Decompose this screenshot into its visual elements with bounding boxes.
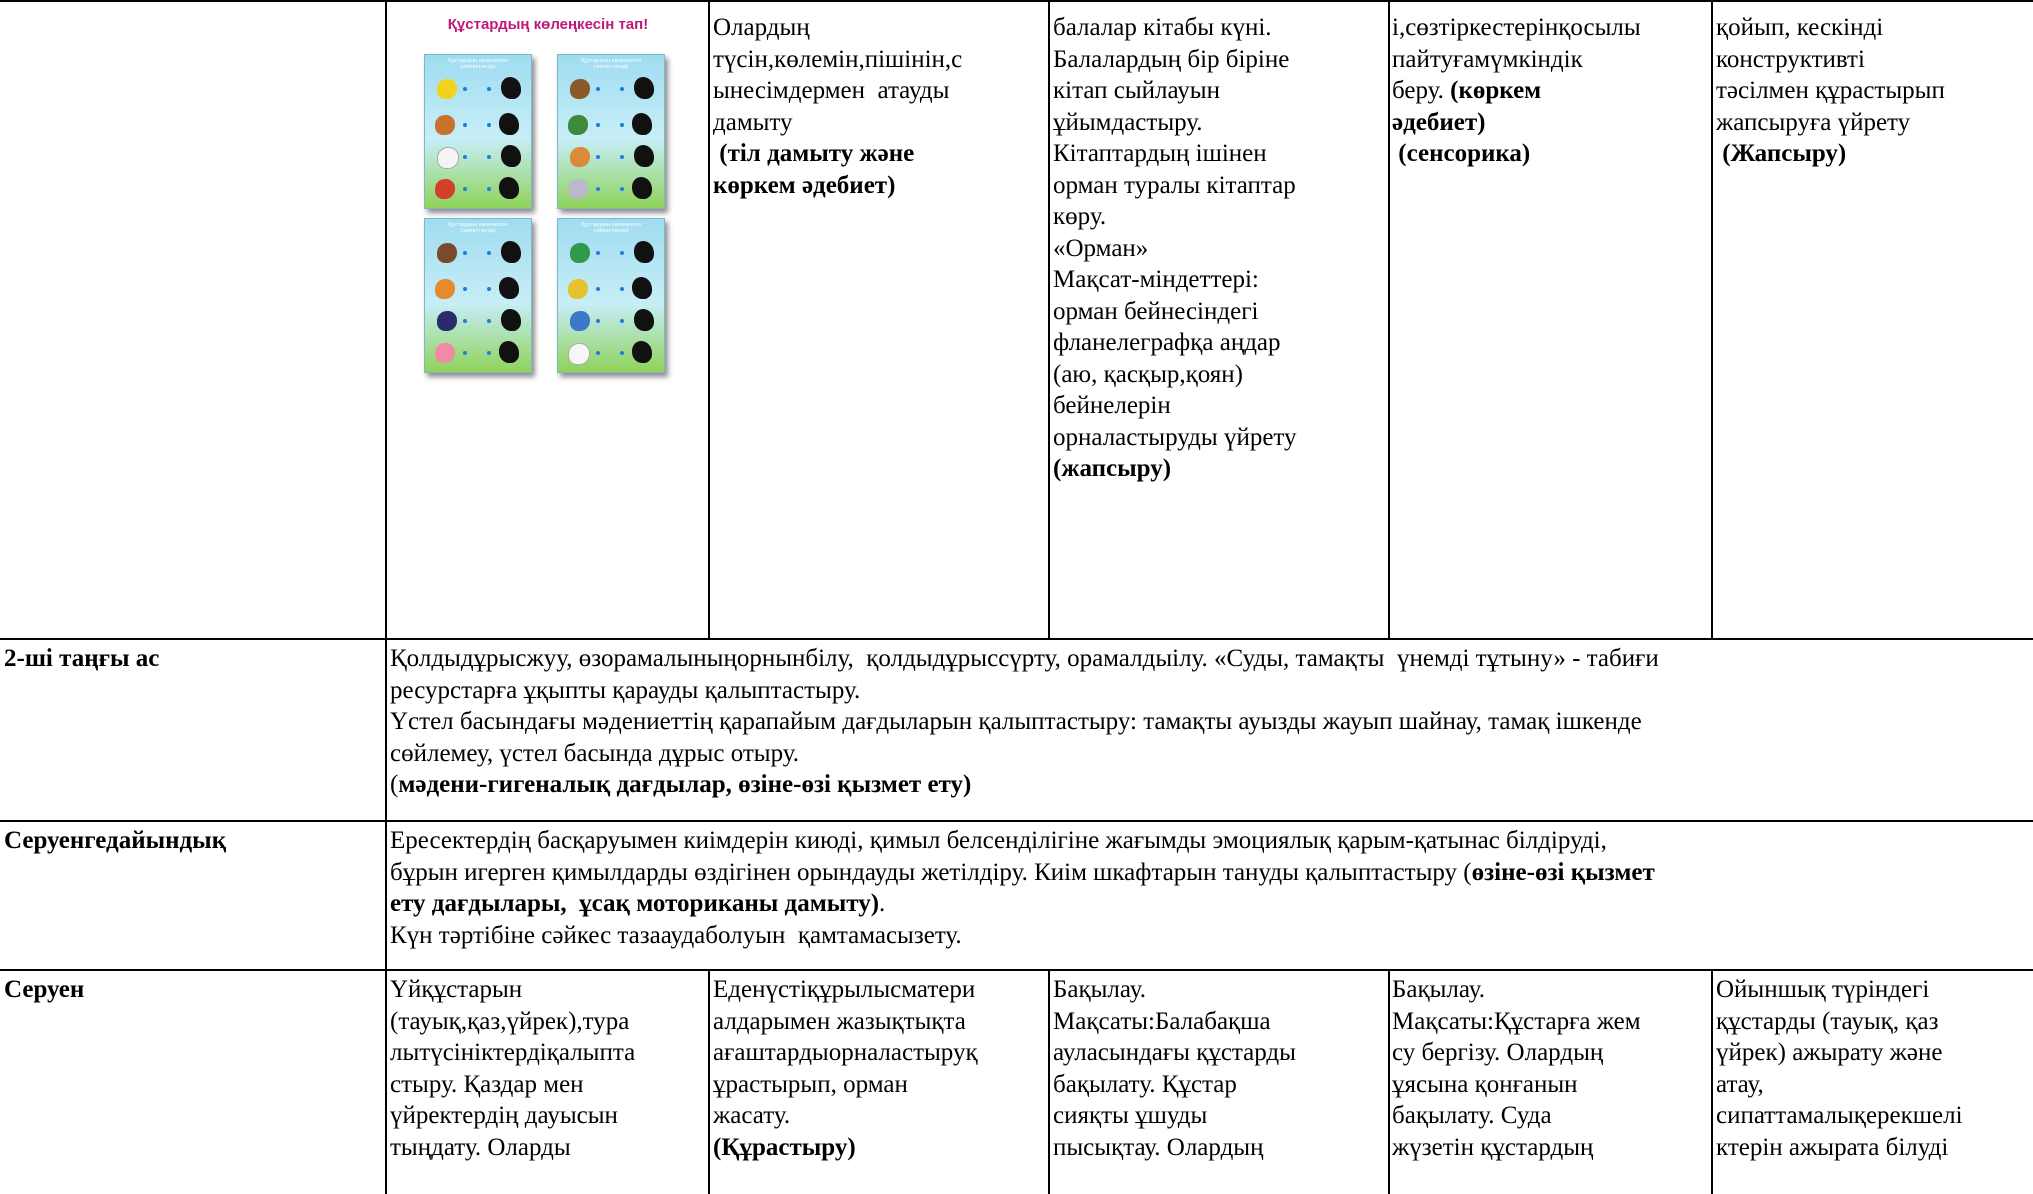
text-span: беру. (1392, 77, 1451, 104)
walk-prep-text (390, 825, 2033, 951)
table-top-border (0, 0, 2033, 2)
text-line: Үстел басындағы мәдениеттің қарапайым дағдыларын қалыптастыру: тамақты ауызды жауып шайнау, тамақ ішкенде (390, 708, 1642, 735)
text-line: пысықтау. Олардың (1053, 1133, 1264, 1161)
dot-icon (620, 319, 624, 323)
text-line: Олардың (713, 14, 810, 41)
text-line: Бақылау. (1392, 976, 1485, 1003)
text-line: тыңдату. Оларды (390, 1133, 571, 1161)
dot-icon (463, 87, 467, 91)
text-line: кітап сыйлауын (1053, 77, 1220, 104)
column-divider (1388, 969, 1390, 1194)
bird-icon (437, 79, 457, 99)
text-line: лытүсініктердіқалыпта (390, 1039, 636, 1066)
dot-icon (596, 319, 600, 323)
text-line: Қолдыдұрысжуу, өзорамалыныңорнынбілу, қолдыдұрыссүрту, орамалдыілу. «Суды, тамақты үнемді тұтыну» - табиғи (390, 645, 1659, 672)
shadow-icon (632, 341, 652, 363)
column-divider (385, 0, 387, 1194)
text-line: дамыту (713, 108, 793, 136)
text-line: ұйымдастыру. (1053, 108, 1203, 136)
text-line: (сенсорика) (1392, 140, 1531, 167)
text-line: (тіл дамыту және (713, 140, 915, 167)
column-divider (1388, 0, 1390, 640)
shadow-icon (632, 113, 652, 135)
dot-icon (596, 187, 600, 191)
text-line: Ересектердің басқаруымен киімдерін киюді, қимыл белсенділігіне жағымды эмоциялық қарым-қатынас білдіруді, (390, 827, 1607, 854)
picture-title: Құстардың көлеңкесін тап! (447, 16, 649, 33)
bird-shadow-picture (388, 16, 708, 378)
top-row-col5-text (1392, 12, 1708, 170)
bird-card (557, 54, 665, 209)
text-line (390, 888, 2033, 920)
text-line: алдарымен жазықтықта (713, 1007, 966, 1035)
top-row-col6-text (1716, 12, 2033, 170)
bird-icon (568, 115, 588, 135)
dot-icon (620, 351, 624, 355)
card-header: Құстардың көлеңкесін сәйкестендір (448, 58, 508, 70)
text-line: Мақсаты:Балабақша (1053, 1007, 1271, 1035)
text-line: үйрек) ажырату және (1716, 1039, 1943, 1066)
card-header: Құстардың көлеңкесін сәйкестендір (581, 58, 641, 70)
column-divider (708, 0, 710, 640)
breakfast2-text (390, 643, 2033, 801)
dot-icon (463, 187, 467, 191)
column-divider (1711, 969, 1713, 1194)
bird-icon (570, 147, 590, 167)
shadow-icon (501, 241, 521, 263)
text-line: Кітаптардың ішінен (1053, 140, 1267, 167)
bird-icon (570, 243, 590, 263)
text-line: бейнелерін (1053, 392, 1171, 419)
bird-icon (570, 311, 590, 331)
bird-card (424, 218, 532, 373)
text-line: ұясына қонғанын (1392, 1070, 1578, 1098)
text-line: ктерін ажырата білуді (1716, 1133, 1949, 1161)
text-line: Мақсаты:Құстарға жем (1392, 1007, 1641, 1035)
card-header: Құстардың көлеңкесін сәйкестендір (581, 222, 641, 234)
dot-icon (596, 155, 600, 159)
text-line: Балалардың бір біріне (1053, 45, 1290, 73)
dot-icon (487, 251, 491, 255)
dot-icon (487, 319, 491, 323)
dot-icon (463, 123, 467, 127)
text-line: сөйлемеу, үстел басында дұрыс отыру. (390, 739, 800, 767)
dot-icon (487, 351, 491, 355)
text-span: бұрын игерген қимылдарды өздігінен орындауды жетілдіру. Киім шкафтарын тануды қалыптастыру ( (390, 858, 1472, 886)
dot-icon (487, 87, 491, 91)
shadow-icon (632, 177, 652, 199)
dot-icon (620, 187, 624, 191)
text-line: (Жапсыру) (1716, 140, 1847, 167)
text-line: (тауық,қаз,үйрек),тура (390, 1007, 630, 1035)
dot-icon (620, 87, 624, 91)
bird-icon (568, 343, 590, 365)
text-line: Бақылау. (1053, 976, 1146, 1003)
text-line: ұрастырып, орман (713, 1070, 908, 1098)
walk-col5-text (1392, 974, 1710, 1163)
row-label-breakfast2: 2-ші таңғы ас (4, 645, 160, 672)
text-line: Күн тәртібіне сәйкес тазааудаболуын қамтамасызету. (390, 921, 962, 949)
dot-icon (463, 155, 467, 159)
bird-icon (435, 115, 455, 135)
column-divider (1048, 0, 1050, 640)
text-line: орналастыруды үйрету (1053, 423, 1297, 451)
text-line: Еденүстіқұрылысматери (713, 976, 976, 1003)
text-line: пайтуғамүмкіндік (1392, 45, 1583, 73)
text-span: өзіне-өзі қызмет (1471, 858, 1655, 886)
dot-icon (596, 351, 600, 355)
dot-icon (620, 155, 624, 159)
text-line: түсін,көлемін,пішінін,с (713, 45, 963, 73)
bird-icon (435, 279, 455, 299)
dot-icon (487, 287, 491, 291)
dot-icon (596, 87, 600, 91)
bird-icon (568, 279, 588, 299)
text-line: конструктивті (1716, 45, 1865, 73)
bird-icon (437, 243, 457, 263)
text-line (390, 769, 2033, 801)
text-line: (аю, қасқыр,қоян) (1053, 360, 1244, 388)
dot-icon (487, 187, 491, 191)
text-line: (Құрастыру) (713, 1133, 856, 1161)
text-line: құстарды (тауық, қаз (1716, 1007, 1939, 1035)
text-line: бақылату. Суда (1392, 1102, 1552, 1129)
bird-card (424, 54, 532, 209)
text-span: (көркем (1450, 77, 1542, 104)
top-row-col3-text (713, 12, 1043, 201)
column-divider (1711, 0, 1713, 640)
shadow-icon (634, 309, 654, 331)
text-span: ету дағдылары, ұсақ моториканы дамыту) (390, 890, 880, 917)
text-line: су бергізу. Олардың (1392, 1039, 1604, 1066)
column-divider (708, 969, 710, 1194)
text-line: балалар кітабы күні. (1053, 14, 1272, 41)
text-line: (жапсыру) (1053, 455, 1172, 482)
text-line: орман туралы кітаптар (1053, 171, 1296, 199)
text-line: Ойыншық түріндегі (1716, 976, 1930, 1003)
shadow-icon (634, 77, 654, 99)
text-line: бақылату. Құстар (1053, 1070, 1237, 1098)
bird-card (557, 218, 665, 373)
dot-icon (596, 123, 600, 127)
text-line: ауласындағы құстарды (1053, 1039, 1296, 1066)
bird-icon (437, 147, 459, 169)
text-line: стыру. Қаздар мен (390, 1070, 584, 1098)
text-line: көркем әдебиет) (713, 171, 896, 199)
text-line: үйректердің дауысын (390, 1102, 618, 1129)
text-line: «Орман» (1053, 234, 1149, 262)
text-line: көру. (1053, 203, 1107, 230)
text-line: жасату. (713, 1102, 791, 1129)
shadow-icon (501, 77, 521, 99)
text-line: жапсыруға үйрету (1716, 108, 1911, 136)
card-header: Құстардың көлеңкесін сәйкестендір (448, 222, 508, 234)
text-line: тәсілмен құрастырып (1716, 77, 1945, 104)
dot-icon (463, 287, 467, 291)
text-line: ресурстарға ұқыпты қарауды қалыптастыру. (390, 676, 861, 704)
shadow-icon (634, 241, 654, 263)
shadow-icon (501, 145, 521, 167)
text-span: . (879, 890, 886, 917)
text-line: і,сөзтіркестерінқосылы (1392, 14, 1641, 41)
row-divider (0, 969, 2033, 971)
shadow-icon (499, 277, 519, 299)
top-row-col4-text (1053, 12, 1383, 485)
text-line: жүзетін құстардың (1392, 1133, 1594, 1161)
row-divider (0, 820, 2033, 822)
text-line (1392, 75, 1708, 107)
dot-icon (463, 251, 467, 255)
text-line: ынесімдермен атауды (713, 77, 950, 104)
dot-icon (487, 123, 491, 127)
text-line (390, 857, 2029, 889)
bird-icon (568, 179, 588, 199)
shadow-icon (632, 277, 652, 299)
walk-col3-text (713, 974, 1047, 1163)
text-span: мәдени-гигеналық дағдылар, өзіне-өзі қызмет ету) (398, 771, 972, 798)
walk-col2-text (390, 974, 706, 1163)
text-line: сияқты ұшуды (1053, 1102, 1208, 1129)
shadow-icon (499, 177, 519, 199)
shadow-icon (501, 309, 521, 331)
column-divider (1048, 969, 1050, 1194)
text-line: атау, (1716, 1070, 1764, 1098)
dot-icon (620, 251, 624, 255)
bird-icon (570, 79, 590, 99)
text-line: Үйқұстарын (390, 976, 523, 1003)
row-label-walk: Серуен (4, 976, 85, 1003)
bird-icon (435, 179, 455, 199)
shadow-icon (499, 341, 519, 363)
text-line: ағаштардыорналастыруқ (713, 1039, 978, 1066)
walk-col4-text (1053, 974, 1387, 1163)
shadow-icon (634, 145, 654, 167)
walk-col6-text (1716, 974, 2033, 1163)
dot-icon (463, 351, 467, 355)
text-line: қойып, кескінді (1716, 14, 1884, 41)
dot-icon (463, 319, 467, 323)
text-line: әдебиет) (1392, 108, 1486, 136)
bird-icon (437, 311, 457, 331)
text-line: Мақсат-міндеттері: (1053, 266, 1259, 293)
shadow-icon (499, 113, 519, 135)
dot-icon (620, 123, 624, 127)
text-line: сипаттамалықерекшелі (1716, 1102, 1963, 1129)
dot-icon (596, 287, 600, 291)
bird-icon (435, 343, 455, 363)
dot-icon (620, 287, 624, 291)
text-line: фланелеграфқа аңдар (1053, 329, 1281, 356)
dot-icon (596, 251, 600, 255)
row-label-walk-prep: Серуенгедайындық (4, 827, 227, 854)
dot-icon (487, 155, 491, 159)
row-divider (0, 638, 2033, 640)
text-line: орман бейнесіндегі (1053, 297, 1259, 325)
text-span: ( (390, 771, 399, 798)
